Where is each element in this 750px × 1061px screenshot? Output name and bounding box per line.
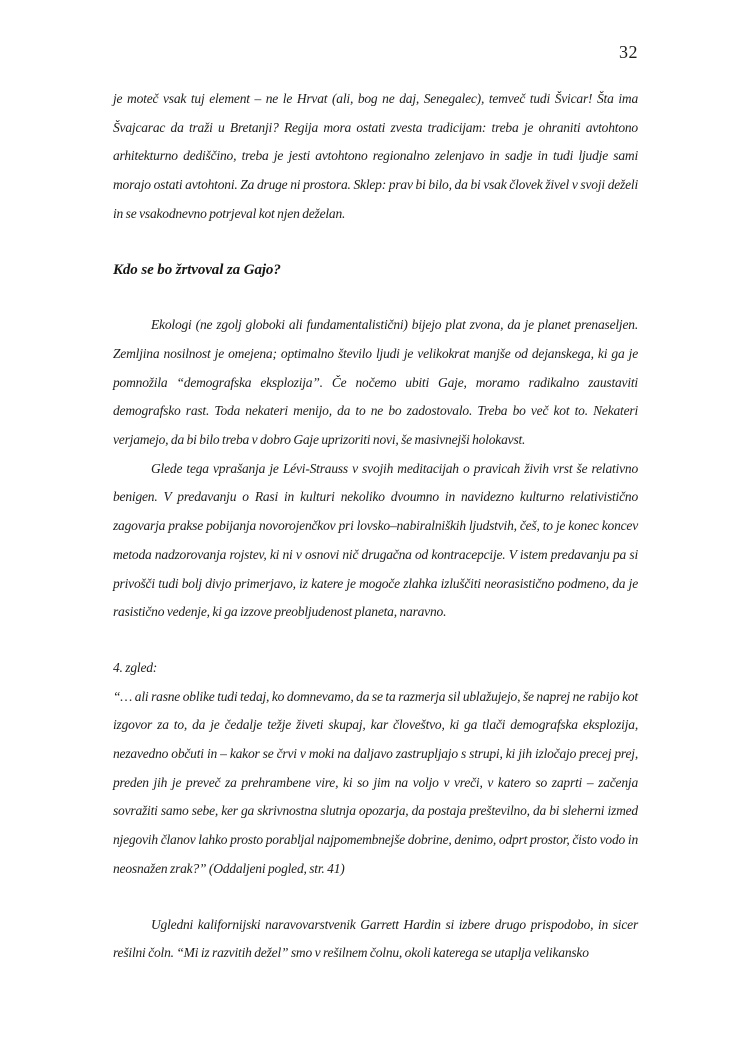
paragraph-ecologists: Ekologi (ne zgolj globoki ali fundamentalistični) bijejo plat zvona, da je planet prenaseljen. Zemljina nosilnost je omejena; optimalno število ljudi je velikokrat manjše od dejanskega, ki ga je pomnožila “demografska eksplozija”. Če nočemo ubiti Gaje, moramo radikalno zaustaviti demografsko rast. Toda nekateri menijo, da to ne bo zadostovalo. Treba bo več kot to. Nekateri verjamejo, da bi bilo treba v dobro Gaje uprizoriti novi, še masivnejši holokavst. [113, 317, 638, 448]
paragraph-levi-strauss: Glede tega vprašanja je Lévi-Strauss v svojih meditacijah o pravicah živih vrst še relativno benigen. V predavanju o Rasi in kulturi nekoliko dvoumno in navidezno kulturno relativistično zagovarja prakse pobijanja novorojenčkov pri lovsko–nabiralniških ljudstvih, češ, to je konec koncev metoda nadzorovanja rojstev, ki ni v osnovi nič drugačna od kontracepcije. V istem predavanju pa si privošči tudi bolj divjo primerjavo, iz katere je mogoče zlahka izluščiti neorasistično podmeno, da je rasistično vedenje, ki ga izzove preobljudenost planeta, naravno. [113, 460, 638, 620]
paragraph-hardin: Ugledni kalifornijski naravovarstvenik Garrett Hardin si izbere drugo prispodobo, in sicer rešilni čoln. “Mi iz razvitih dežel” smo v rešilnem čolnu, okoli katerega se utaplja velikansko [113, 916, 638, 961]
example-label: 4. zgled: [113, 659, 158, 675]
page-number: 32 [619, 42, 638, 62]
block-quote: “… ali rasne oblike tudi tedaj, ko domnevamo, da se ta razmerja sil ublažujejo, še naprej ne rabijo kot izgovor za to, da je čedalje težje živeti skupaj, kar človeštvo, ki ga tlači demografska eksplozija, nezavedno občuti in – kakor se črvi v moki na daljavo zastrupljajo s strupi, ki jih izločajo precej prej, preden jih je preveč za prehrambene vire, ki so jim na voljo v vreči, v katero so zaprti – začenja sovražiti samo sebe, ker ga skrivnostna slutnja opozarja, da postaja preštevilno, da bi sleherni izmed njegovih članov lahko prosto porabljal najpomembnejše dobrine, denimo, odprt prostor, čisto vodo in neosnažen zrak?” (Oddaljeni pogled, str. 41) [113, 688, 638, 876]
paragraph-continuation: je moteč vsak tuj element – ne le Hrvat (ali, bog ne daj, Senegalec), temveč tudi Švicar! Šta ima Švajcarac da traži u Bretanji? Regija mora ostati zvesta tradicijam: treba je ohraniti avtohtono arhitekturno dediščino, treba je jesti avtohtono regionalno zelenjavo in sadje in tudi ljudje sami morajo ostati avtohtoni. Za druge ni prostora. Sklep: prav bi bilo, da bi vsak človek živel v svoji deželi in se vsakodnevno potrjeval kot njen deželan. [113, 91, 638, 221]
page-content [113, 85, 638, 968]
section-heading: Kdo se bo žrtvoval za Gajo? [113, 261, 281, 278]
